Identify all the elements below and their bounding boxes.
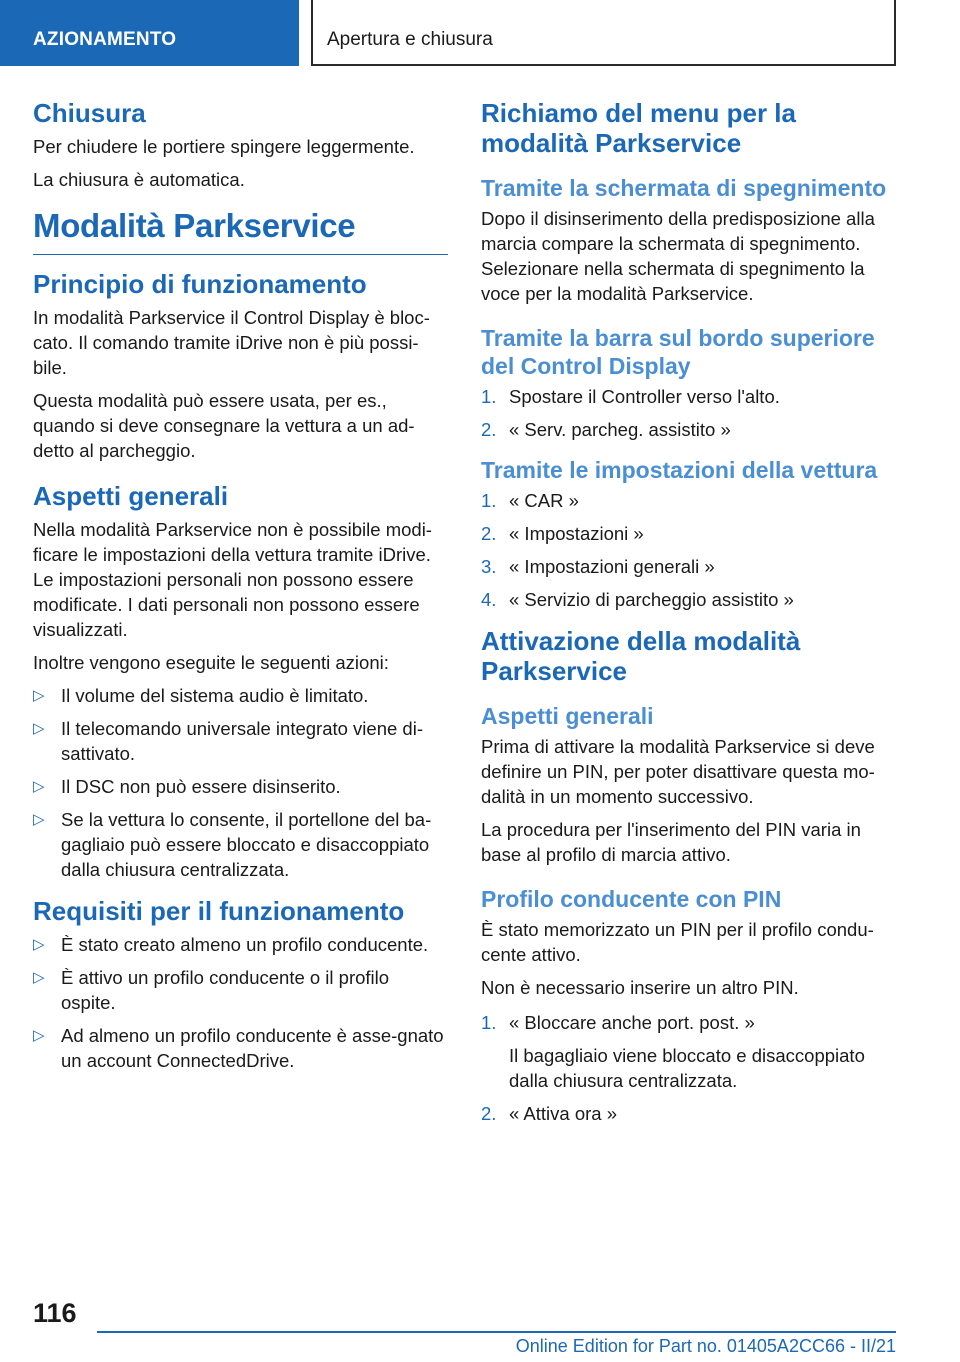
page-header (0, 0, 960, 66)
triangle-bullet-icon: ▷ (33, 778, 45, 795)
page-number: 116 (33, 1298, 77, 1328)
heading-principio: Principio di funzionamento (33, 269, 367, 299)
list-item: 3. « Impostazioni generali » (481, 556, 715, 577)
heading-barra: Tramite la barra sul bordo superiore del Control Display (481, 325, 875, 379)
bullet-list (33, 932, 448, 1073)
triangle-bullet-icon: ▷ (33, 720, 45, 737)
heading-richiamo: Richiamo del menu per la modalità Parkservice (481, 98, 796, 158)
steps-list (481, 1010, 896, 1126)
paragraph: Non è necessario inserire un altro PIN. (481, 977, 799, 998)
list-item: 1. « CAR » (481, 490, 579, 511)
edition-note: Online Edition for Part no. 01405A2CC66 - II/21 (515, 1336, 896, 1356)
heading-requisiti: Requisiti per il funzionamento (33, 896, 405, 926)
paragraph: Nella modalità Parkservice non è possibile modi-ficare le impostazioni della vettura tramite iDrive. Le impostazioni personali non possono essere modificate. I dati personali non possono essere visualizzati. (33, 519, 432, 640)
heading-chiusura: Chiusura (33, 98, 146, 128)
list-item: 2. « Serv. parcheg. assistito » (481, 419, 731, 440)
heading-profilo: Profilo conducente con PIN (481, 886, 782, 912)
triangle-bullet-icon: ▷ (33, 687, 45, 704)
list-item: ▷ Il volume del sistema audio è limitato. (33, 685, 369, 706)
chapter-tab: Apertura e chiusura (311, 0, 896, 66)
section-tab: AZIONAMENTO (0, 0, 299, 66)
triangle-bullet-icon: ▷ (33, 969, 45, 986)
list-item: 4. « Servizio di parcheggio assistito » (481, 589, 794, 610)
list-item: 2. « Attiva ora » (481, 1103, 617, 1124)
heading-attivazione: Attivazione della modalità Parkservice (481, 626, 801, 686)
triangle-bullet-icon: ▷ (33, 1027, 45, 1044)
paragraph: Questa modalità può essere usata, per es., quando si deve consegnare la vettura a un ad-detto al parcheggio. (33, 390, 415, 461)
chapter-title: Modalità Parkservice (33, 206, 448, 255)
list-item: ▷ Se la vettura lo consente, il portellone del ba-gagliaio può essere bloccato e disaccoppiato dalla chiusura centralizzata. (33, 809, 432, 880)
paragraph: La procedura per l'inserimento del PIN varia in base al profilo di marcia attivo. (481, 819, 861, 865)
list-item: 2. « Impostazioni » (481, 523, 644, 544)
bullet-list (33, 683, 448, 882)
paragraph: In modalità Parkservice il Control Display è bloc-cato. Il comando tramite iDrive non è più possi-bile. (33, 307, 430, 378)
list-item: ▷ Il DSC non può essere disinserito. (33, 776, 341, 797)
paragraph: Per chiudere le portiere spingere leggermente. (33, 136, 415, 157)
paragraph: La chiusura è automatica. (33, 169, 245, 190)
heading-aspetti-generali: Aspetti generali (33, 481, 229, 511)
footer-divider (97, 1331, 896, 1333)
steps-list (481, 384, 896, 442)
list-item: ▷ Il telecomando universale integrato viene di-sattivato. (33, 718, 423, 764)
right-column (481, 98, 896, 1140)
paragraph: È stato memorizzato un PIN per il profilo condu-cente attivo. (481, 919, 874, 965)
heading-schermata: Tramite la schermata di spegnimento (481, 175, 887, 201)
triangle-bullet-icon: ▷ (33, 936, 45, 953)
heading-impostazioni: Tramite le impostazioni della vettura (481, 457, 878, 483)
steps-list (481, 488, 896, 612)
heading-aspetti-generali-2: Aspetti generali (481, 703, 654, 729)
list-item: 1. Spostare il Controller verso l'alto. (481, 386, 780, 407)
paragraph: Inoltre vengono eseguite le seguenti azioni: (33, 652, 389, 673)
list-item: ▷ È attivo un profilo conducente o il profilo ospite. (33, 967, 390, 1013)
paragraph: Prima di attivare la modalità Parkservice si deve definire un PIN, per poter disattivare questa mo-dalità in un momento successivo. (481, 736, 875, 807)
list-item: 1. « Bloccare anche port. post. » Il bagagliaio viene bloccato e disaccoppiato dalla chiusura centralizzata. (481, 1012, 865, 1091)
list-item: ▷ È stato creato almeno un profilo conducente. (33, 934, 429, 955)
list-item: ▷ Ad almeno un profilo conducente è asse-gnato un account ConnectedDrive. (33, 1025, 444, 1071)
paragraph: Dopo il disinserimento della predisposizione alla marcia compare la schermata di spegnimento. Selezionare nella schermata di spegnimento la voce per la modalità Parkservice. (481, 208, 875, 304)
left-column (33, 98, 448, 1087)
triangle-bullet-icon: ▷ (33, 811, 45, 828)
